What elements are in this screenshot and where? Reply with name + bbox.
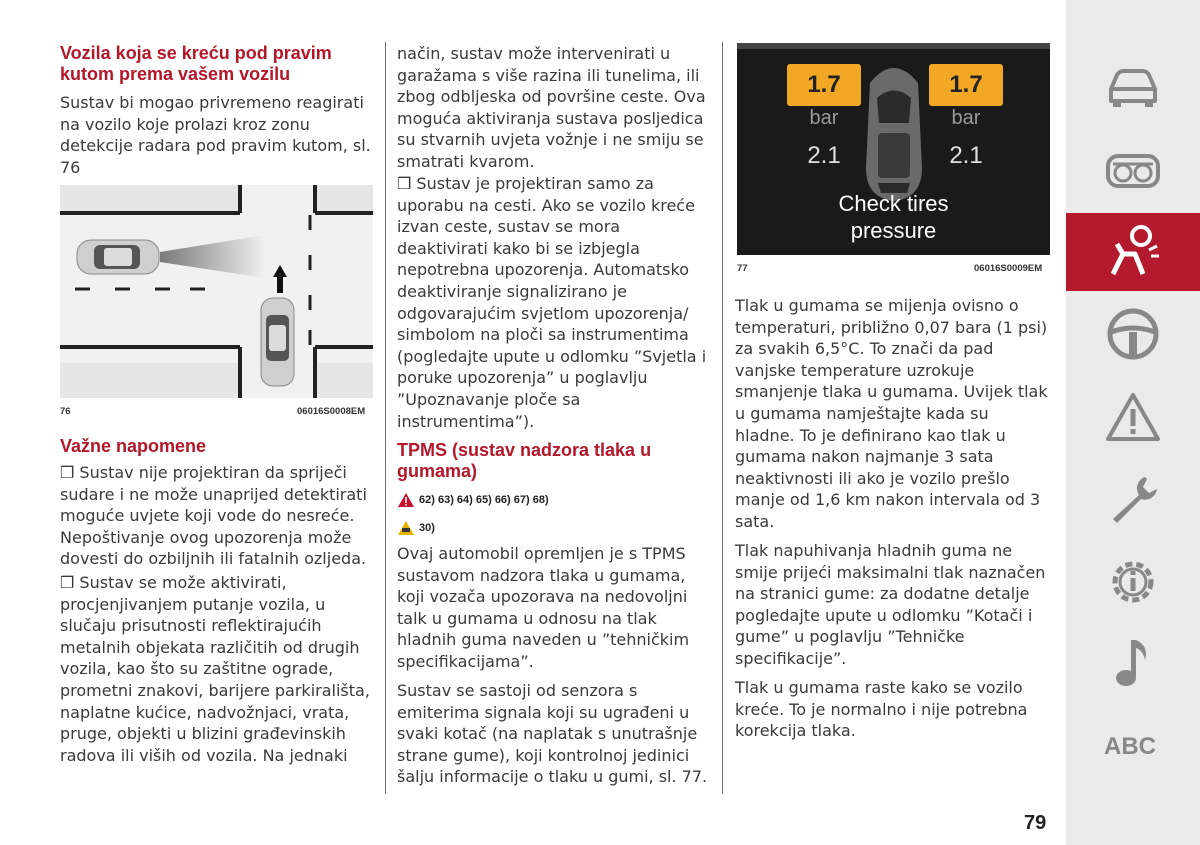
- rear-right-pressure: 2.1: [949, 142, 983, 169]
- page-number: 79: [1024, 812, 1047, 834]
- warning-triangle-icon[interactable]: [1104, 388, 1162, 446]
- paragraph-temperature: Tlak u gumama se mijenja ovisno o temperaturi, približno 0,07 bara (1 psi) za svakih 6,5°C. To znači da pad vanjske temperature uzrokuje smanjenje tlaka u gumama. Uvijek tlak u gumama namještajte kada su hladne. To je definirano kao tlak u gumama nakon najmanje 3 sata neaktivnosti ili ako je vozilo prešlo manje od 1,6 km nakon intervala od 3 sata.: [735, 296, 1048, 531]
- paragraph-note-2: ❒ Sustav se može aktivirati, procjenjivanjem putanje vozila, u slučaju prisutnosti reflektirajućih metalnih objekata različitih od drugih vozila, kao što su zaštitne ograde, prometni znakovi, barijere parkirališta, naplatne kućice, nadvožnjaci, vrata, pruge, objekti u blizini građevinskih radova ili viših od vozila. Na jednaki: [60, 573, 370, 765]
- caution-references-row: [397, 516, 435, 540]
- paragraph-pressure-rise: Tlak u gumama raste kako se vozilo kreće. To je normalno i nije potrebna korekcija tlaka.: [735, 678, 1028, 741]
- caution-references: 30): [419, 522, 435, 534]
- figure-77-number: 77: [737, 263, 748, 274]
- front-left-pressure: 1.7: [807, 71, 841, 98]
- rear-left-pressure: 2.1: [807, 142, 841, 169]
- car-icon[interactable]: [1104, 58, 1162, 116]
- front-right-pressure: 1.7: [949, 71, 983, 98]
- column-divider-2: [722, 42, 723, 794]
- section-heading-important-notes: Važne napomene: [60, 436, 207, 456]
- figure-77-tpms-display: [737, 43, 1050, 255]
- front-left-unit: bar: [809, 107, 839, 129]
- wrench-icon[interactable]: [1104, 470, 1162, 528]
- paragraph-continuation: način, sustav može intervenirati u garažama s više razina ili tunelima, ili zbog odbljeska od površine ceste. Ova moguća aktiviranja sustava posljedica su stvarnih uvjeta vožnje i ne smiju se smatrati kvarom.: [397, 44, 706, 171]
- warning-references: 62) 63) 64) 65) 66) 67) 68): [419, 494, 549, 506]
- section-heading-tpms: TPMS (sustav nadzora tlaka u gumama): [397, 440, 652, 481]
- own-car-icon: [261, 298, 294, 386]
- paragraph-note-1: ❒ Sustav nije projektiran da spriječi sudare i ne može unaprijed detektirati moguće uvjete koji vode do nesreće. Nepoštivanje ovog upozorenja može dovesti do ozbiljnih ili fatalnih ozljeda.: [60, 463, 367, 569]
- airbag-safety-icon[interactable]: [1104, 223, 1162, 281]
- paragraph-max-pressure: Tlak napuhivanja hladnih guma ne smije prijeći maksimalni tlak naznačen na stranici gume: za dodatne detalje pogledajte upute u odlomku ”Kotači i gume” u poglavlju ”Tehničke specifikacije”.: [735, 541, 1046, 668]
- info-gear-icon[interactable]: [1104, 553, 1162, 611]
- radar-diagram: [60, 185, 373, 398]
- figure-76-number: 76: [60, 406, 71, 417]
- dashboard-icon[interactable]: [1104, 142, 1162, 200]
- paragraph-crossing-vehicles: Sustav bi mogao privremeno reagirati na vozilo koje prolazi kroz zonu detekcije radara pod pravim kutom, sl. 76: [60, 93, 371, 177]
- paragraph-tpms-intro: Ovaj automobil opremljen je s TPMS sustavom nadzora tlaka u gumama, koji vozača upozorava na nedovoljni talk u gumama u odnosu na tlak hladnih guma naveden u ”tehničkim specifikacijama”.: [397, 544, 690, 671]
- front-right-unit: bar: [951, 107, 981, 129]
- check-tires-message-line1: Check tires: [838, 191, 949, 216]
- steering-wheel-icon[interactable]: [1104, 305, 1162, 363]
- figure-76: [60, 185, 373, 398]
- paragraph-road-use: ❒ Sustav je projektiran samo za uporabu na cesti. Ako se vozilo kreće izvan ceste, sustav se mora deaktivirati kako bi se izbjegla nepotrebna upozorenja. Automatsko deaktiviranje signalizirano je odgovarajućim svjetlom upozorenja/ simbolom na ploči sa instrumentima (pogledajte upute u odlomku ”Svjetla i poruke upozorenja” u poglavlju ”Upoznavanje ploče sa instrumentima”).: [397, 174, 707, 431]
- check-tires-message-line2: pressure: [850, 218, 937, 243]
- figure-76-code: 06016S0008EM: [297, 406, 366, 417]
- caution-car-icon: [397, 520, 415, 536]
- crossing-car-icon: [77, 240, 159, 274]
- column-divider-1: [385, 42, 386, 794]
- figure-77-code: 06016S0009EM: [974, 263, 1043, 274]
- warning-triangle-red-icon: [397, 492, 415, 508]
- music-note-icon[interactable]: [1104, 633, 1162, 691]
- paragraph-tpms-sensors: Sustav se sastoji od senzora s emiterima signala koji su ugrađeni u svaki kotač (na naplatak s unutrašnje strane gume), koji kontrolnoj jedinici šalju informacije o tlaku u gumi, sl. 77.: [397, 681, 708, 787]
- abc-index-label[interactable]: ABC: [1104, 733, 1156, 760]
- warning-references-row: [397, 488, 549, 512]
- section-heading-crossing-vehicles: Vozila koja se kreću pod pravim kutom prema vašem vozilu: [60, 43, 332, 84]
- car-top-view-icon: [866, 68, 922, 201]
